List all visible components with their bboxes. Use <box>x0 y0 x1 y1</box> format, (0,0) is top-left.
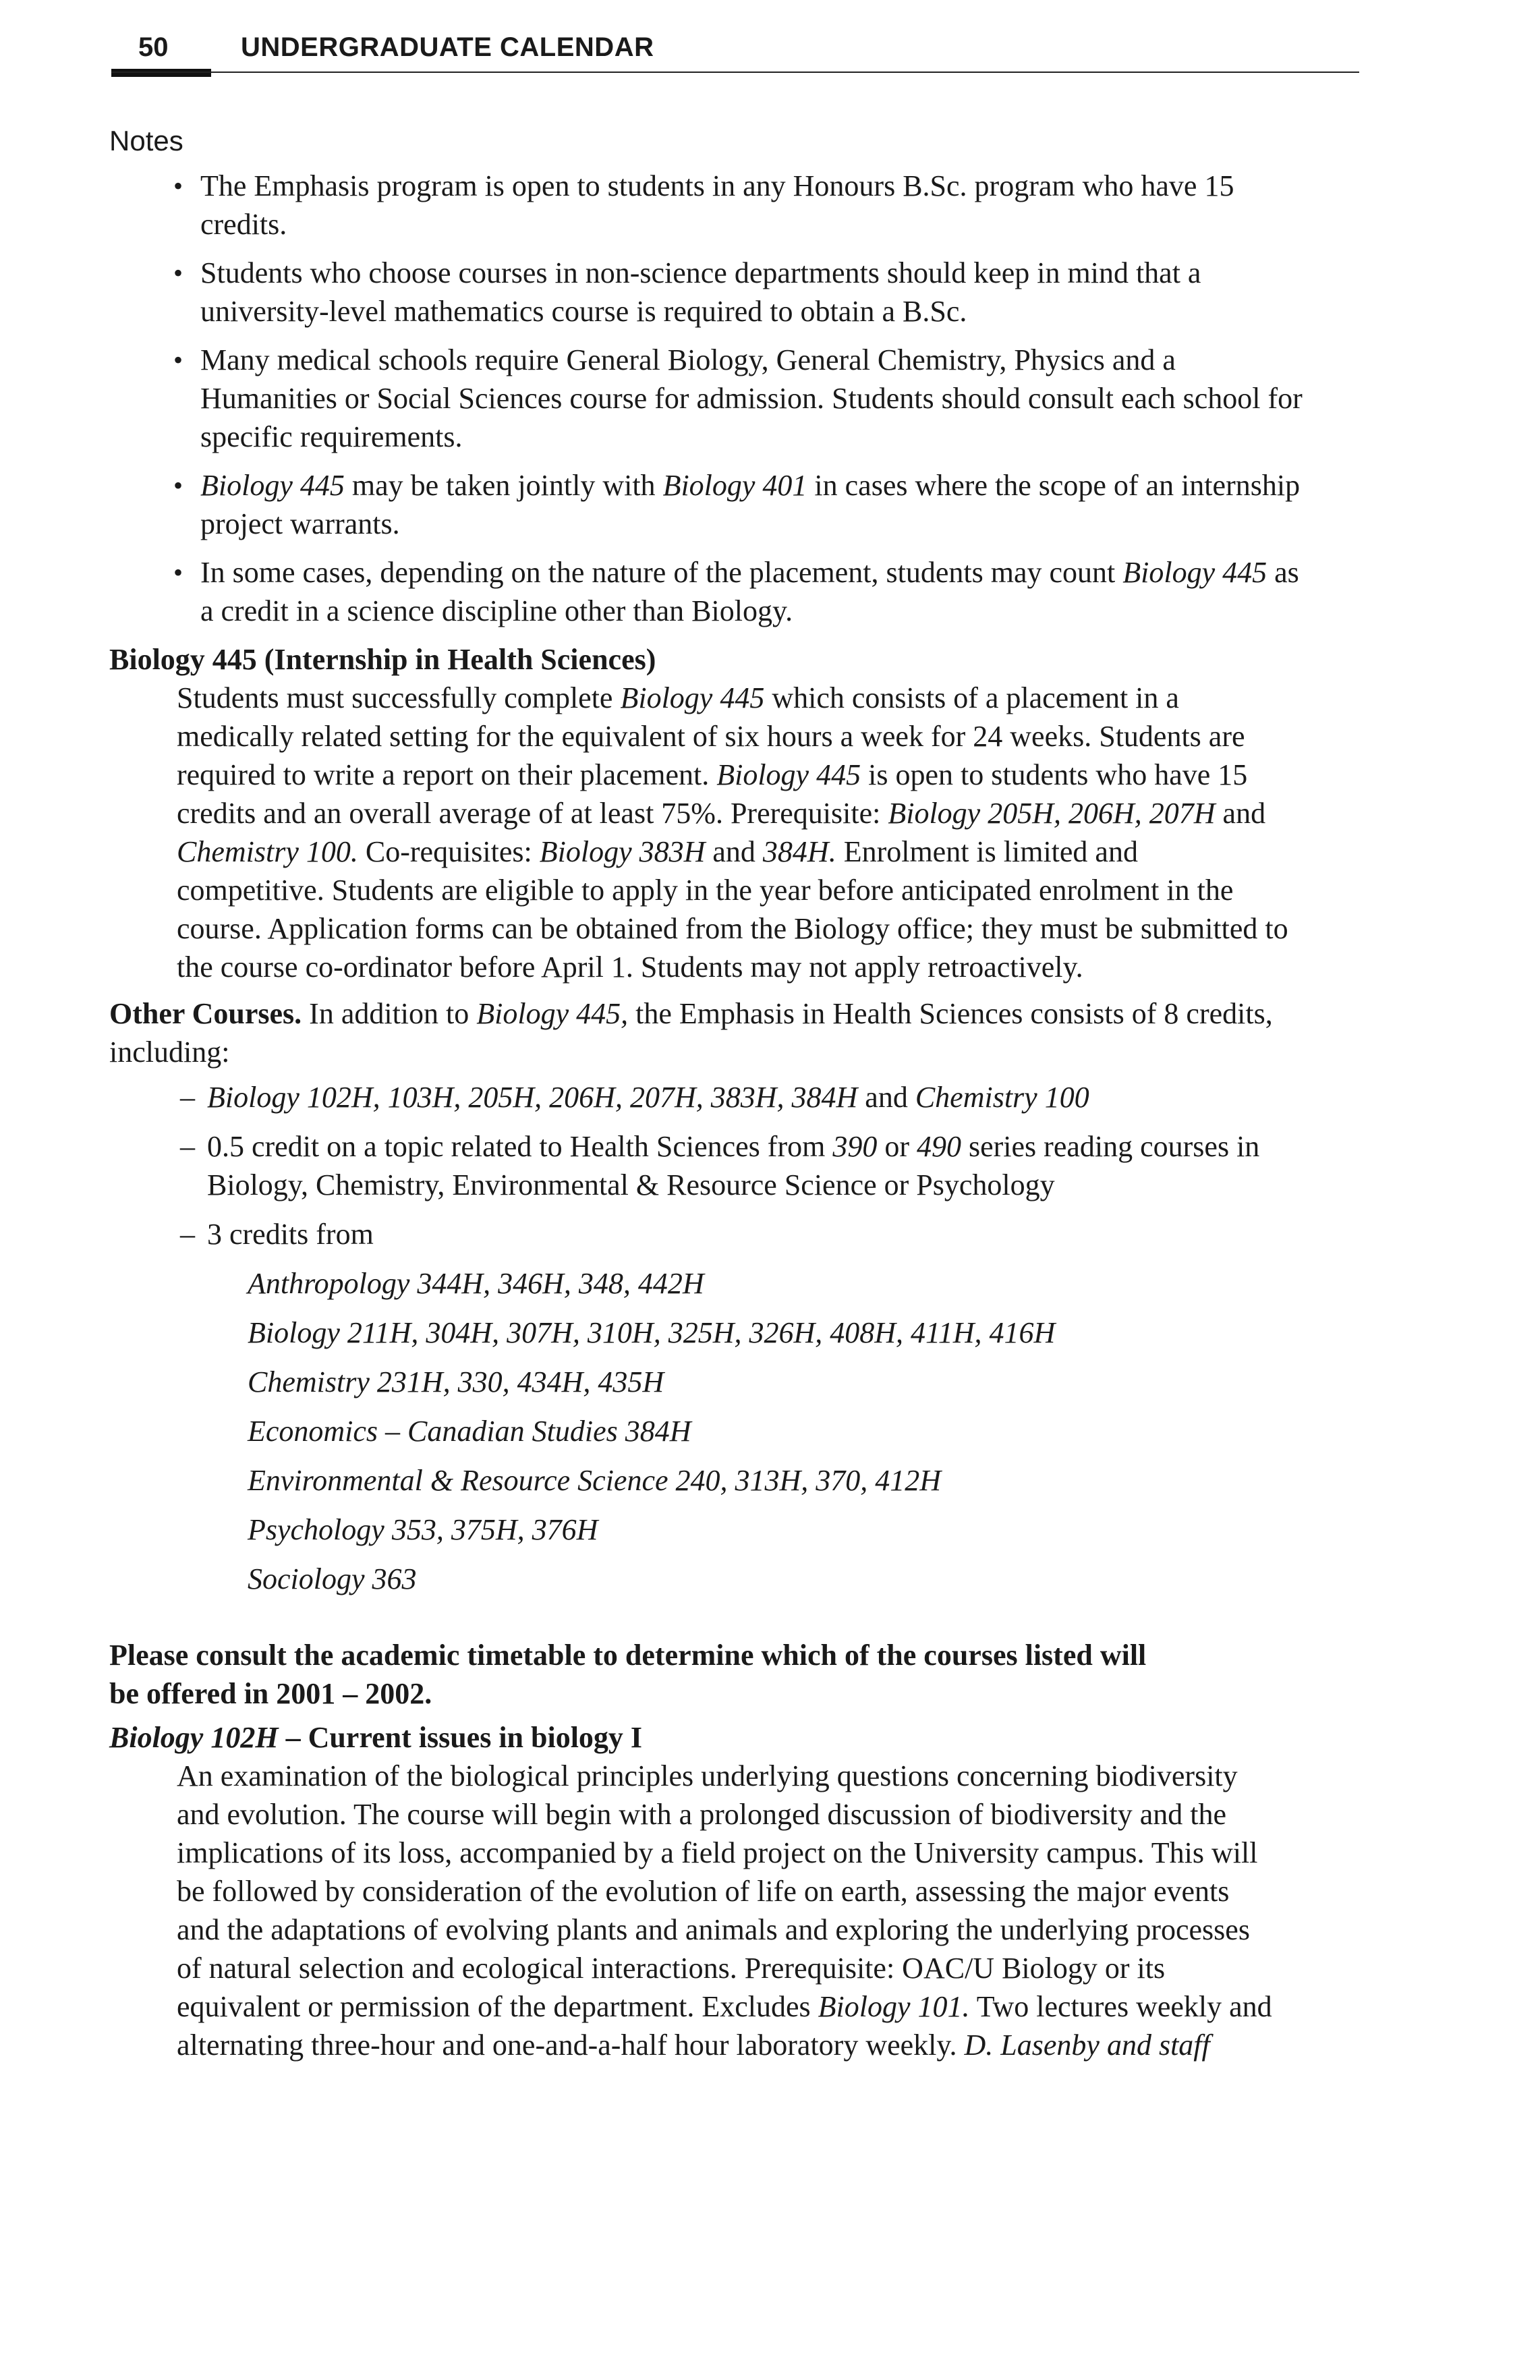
text-run: and <box>705 835 763 868</box>
bullet-icon: • <box>173 171 183 201</box>
requirement-item <box>109 1215 1364 1253</box>
credit-option: Psychology 353, 375H, 376H <box>248 1513 598 1546</box>
note-item <box>109 466 1364 543</box>
note-item <box>109 254 1364 331</box>
note-text: The Emphasis program is open to students in any Honours B.Sc. program who have 15 credits. <box>200 169 1234 241</box>
text-run: Two lectures weekly and alternating three-hour and one-and-a-half hour laboratory weekly. <box>177 1990 1272 2062</box>
credit-options <box>109 1264 1364 1598</box>
course-reference: Biology 101. <box>818 1990 970 2023</box>
text-run: Students must successfully complete <box>177 681 621 714</box>
course-reference: Chemistry 100. <box>177 835 358 868</box>
credit-option: Biology 211H, 304H, 307H, 310H, 325H, 326H, 408H, 411H, 416H <box>248 1316 1056 1349</box>
text-run: 3 credits from <box>207 1218 374 1251</box>
requirements-list <box>109 1078 1364 1253</box>
dash-marker: – <box>180 1130 195 1163</box>
internship-heading: Biology 445 (Internship in Health Sciences) <box>109 643 656 676</box>
dash-marker: – <box>180 1081 195 1114</box>
notes-heading: Notes <box>109 125 183 157</box>
text-run: Enrolment is limited and competitive. Students are eligible to apply in the year before anticipated enrolment in the course. Application forms can be obtained from the Biology office; they must be submitted to the course co-ordinator before April 1. Students may not apply retroactively. <box>177 835 1288 984</box>
header-rule <box>111 72 1359 73</box>
instructor-names: D. Lasenby and staff <box>964 2029 1210 2062</box>
credit-option: Economics – Canadian Studies 384H <box>248 1415 691 1448</box>
text-run: or <box>877 1130 917 1163</box>
course-reference: Biology 445 <box>716 758 861 791</box>
course-reference: 390 <box>832 1130 878 1163</box>
running-title: UNDERGRADUATE CALENDAR <box>241 32 654 62</box>
notes-list <box>109 167 1364 630</box>
bullet-icon: • <box>173 470 183 501</box>
course-reference: Biology 205H, 206H, 207H <box>888 797 1216 830</box>
text-run: An examination of the biological principles underlying questions concerning biodiversity and evolution. The course will begin with a prolonged discussion of biodiversity and the implications of its loss, accompanied by a field project on the University campus. This will be followed by consideration of the evolution of life on earth, assessing the major events and the adaptations of evolving plants and animals and exploring the underlying processes of natural selection and ecological interactions. Prerequisite: OAC/U Biology or its equivalent or permission of the department. Excludes <box>177 1759 1258 2023</box>
note-item <box>109 341 1364 456</box>
bullet-icon: • <box>173 345 183 375</box>
text-run: is open to students who have 15 credits and an overall average of at least 75%. Prerequisite: <box>177 758 1248 830</box>
other-courses-paragraph <box>109 994 1364 1071</box>
other-courses-label: Other Courses. <box>109 997 302 1030</box>
note-text: Students who choose courses in non-science departments should keep in mind that a university-level mathematics course is required to obtain a B.Sc. <box>200 256 1201 328</box>
note-item <box>109 553 1364 630</box>
dash-marker: – <box>180 1218 195 1251</box>
internship-description <box>109 679 1364 986</box>
course-reference: Biology 401 <box>662 469 807 502</box>
note-text: in cases where the scope of an internship project warrants. <box>200 469 1301 540</box>
header-tab-bar <box>111 69 211 77</box>
credit-option: Sociology 363 <box>248 1562 417 1595</box>
course-code: Biology 102H <box>109 1721 279 1754</box>
note-text: may be taken jointly with <box>344 469 663 502</box>
page-content <box>109 121 1364 2064</box>
course-title: – Current issues in biology I <box>278 1721 643 1754</box>
requirement-item <box>109 1078 1364 1116</box>
course-heading <box>109 1718 1364 1757</box>
requirement-item <box>109 1127 1364 1204</box>
bullet-icon: • <box>173 557 183 588</box>
note-text: as a credit in a science discipline other than Biology. <box>200 556 1299 627</box>
credit-option: Environmental & Resource Science 240, 313H, 370, 412H <box>248 1464 942 1497</box>
text-run: 0.5 credit on a topic related to Health Sciences from <box>207 1130 833 1163</box>
course-reference: Biology 102H, 103H, 205H, 206H, 207H, 383H, 384H <box>207 1081 858 1114</box>
text-run: and <box>1215 797 1266 830</box>
course-reference: Biology 445 <box>1122 556 1267 589</box>
text-run: In addition to <box>302 997 477 1030</box>
note-text: Many medical schools require General Biology, General Chemistry, Physics and a Humanities or Social Sciences course for admission. Students should consult each school for specific requirements. <box>200 343 1303 453</box>
text-run: which consists of a placement in a medically related setting for the equivalent of six hours a week for 24 weeks. Students are required to write a report on their placement. <box>177 681 1245 791</box>
course-reference: Biology 445 <box>620 681 765 714</box>
course-reference: Biology 445 <box>200 469 345 502</box>
course-reference: Biology 383H <box>539 835 706 868</box>
course-reference: 490 <box>917 1130 961 1163</box>
text-run: series reading courses in Biology, Chemistry, Environmental & Resource Science or Psychology <box>207 1130 1260 1201</box>
course-description <box>109 1757 1364 2064</box>
text-run: Co-requisites: <box>358 835 540 868</box>
bullet-icon: • <box>173 258 183 288</box>
text-run: and <box>857 1081 915 1114</box>
course-reference: Biology 445, <box>476 997 629 1030</box>
course-reference: 384H. <box>762 835 836 868</box>
course-reference: Chemistry 100 <box>915 1081 1089 1114</box>
text-run: the Emphasis in Health Sciences consists of 8 credits, including: <box>109 997 1273 1069</box>
note-item <box>109 167 1364 244</box>
page-number: 50 <box>138 32 169 62</box>
timetable-notice: Please consult the academic timetable to determine which of the courses listed will be offered in 2001 – 2002. <box>109 1639 1147 1710</box>
credit-option: Anthropology 344H, 346H, 348, 442H <box>248 1267 704 1300</box>
credit-option: Chemistry 231H, 330, 434H, 435H <box>248 1365 664 1398</box>
note-text: In some cases, depending on the nature of the placement, students may count <box>200 556 1123 589</box>
